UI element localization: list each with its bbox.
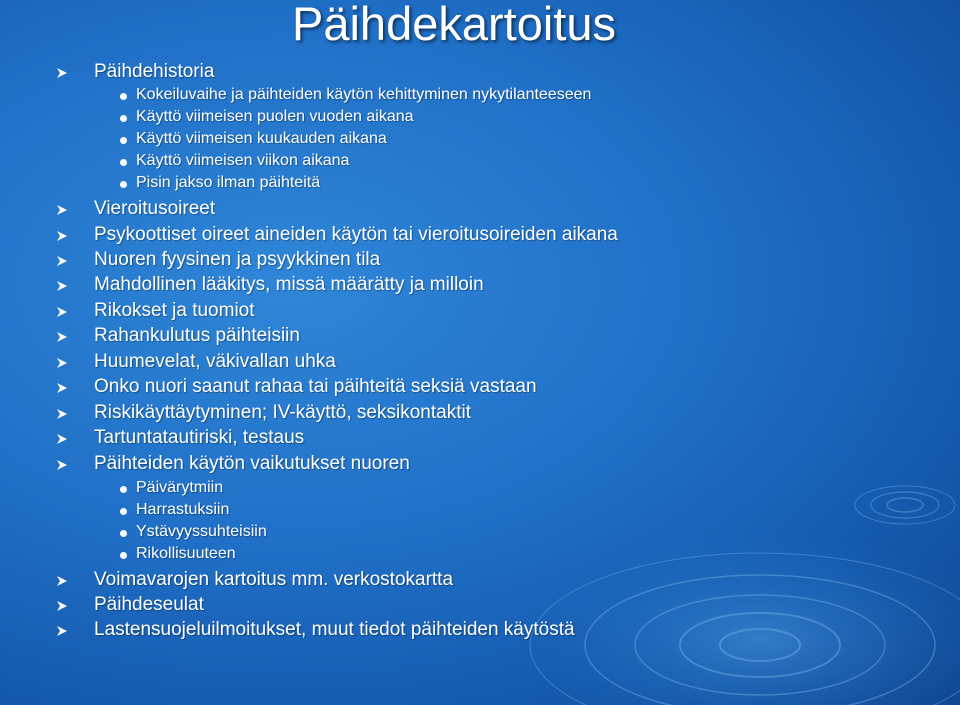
bullet-text: Pisin jakso ilman päihteitä (136, 174, 321, 191)
arrowhead-bullet-icon (56, 204, 68, 216)
arrowhead-bullet-icon (56, 600, 68, 612)
round-bullet-icon (120, 159, 127, 166)
arrowhead-bullet-icon (56, 408, 68, 420)
bullet-text: Käyttö viimeisen puolen vuoden aikana (136, 108, 414, 125)
bullet-text: Riskikäyttäytyminen; IV-käyttö, seksikontaktit (94, 402, 471, 423)
arrowhead-bullet-icon (56, 575, 68, 587)
arrowhead-bullet-icon (56, 625, 68, 637)
arrowhead-bullet-icon (56, 357, 68, 369)
bullet-text: Päihdehistoria (94, 61, 215, 82)
bullet-text: Rahankulutus päihteisiin (94, 325, 300, 346)
arrowhead-bullet-icon (56, 331, 68, 343)
bullet-text: Huumevelat, väkivallan uhka (94, 351, 336, 372)
bullet-text: Rikokset ja tuomiot (94, 300, 255, 321)
arrowhead-bullet-icon (56, 433, 68, 445)
round-bullet-icon (120, 115, 127, 122)
bullet-text: Kokeiluvaihe ja päihteiden käytön kehittyminen nykytilanteeseen (136, 86, 592, 103)
arrowhead-bullet-icon (56, 230, 68, 242)
bullet-text: Onko nuori saanut rahaa tai päihteitä seksiä vastaan (94, 376, 537, 397)
bullet-text: Nuoren fyysinen ja psyykkinen tila (94, 249, 381, 270)
arrowhead-bullet-icon (56, 280, 68, 292)
bullet-text: Mahdollinen lääkitys, missä määrätty ja milloin (94, 274, 484, 295)
bullet-text: Ystävyyssuhteisiin (136, 523, 267, 540)
arrowhead-bullet-icon (56, 67, 68, 79)
bullet-text: Vieroitusoireet (94, 198, 216, 219)
bullet-text: Psykoottiset oireet aineiden käytön tai vieroitusoireiden aikana (94, 224, 618, 245)
bullet-text: Rikollisuuteen (136, 545, 236, 562)
round-bullet-icon (120, 137, 127, 144)
round-bullet-icon (120, 552, 127, 559)
round-bullet-icon (120, 530, 127, 537)
arrowhead-bullet-icon (56, 459, 68, 471)
bullet-text: Päivärytmiin (136, 479, 224, 496)
round-bullet-icon (120, 181, 127, 188)
bullet-text: Käyttö viimeisen kuukauden aikana (136, 130, 387, 147)
round-bullet-icon (120, 508, 127, 515)
bullet-text: Harrastuksiin (136, 501, 230, 518)
bullet-text: Tartuntatautiriski, testaus (94, 427, 305, 448)
arrowhead-bullet-icon (56, 306, 68, 318)
bullet-text: Päihdeseulat (94, 594, 204, 615)
bullet-text: Päihteiden käytön vaikutukset nuoren (94, 453, 410, 474)
bullet-text: Lastensuojeluilmoitukset, muut tiedot päihteiden käytöstä (94, 619, 575, 640)
round-bullet-icon (120, 93, 127, 100)
arrowhead-bullet-icon (56, 382, 68, 394)
round-bullet-icon (120, 486, 127, 493)
arrowhead-bullet-icon (56, 255, 68, 267)
bullet-text: Käyttö viimeisen viikon aikana (136, 152, 350, 169)
bullet-text: Voimavarojen kartoitus mm. verkostokartta (94, 569, 454, 590)
slide-title: Päihdekartoitus (292, 0, 616, 50)
